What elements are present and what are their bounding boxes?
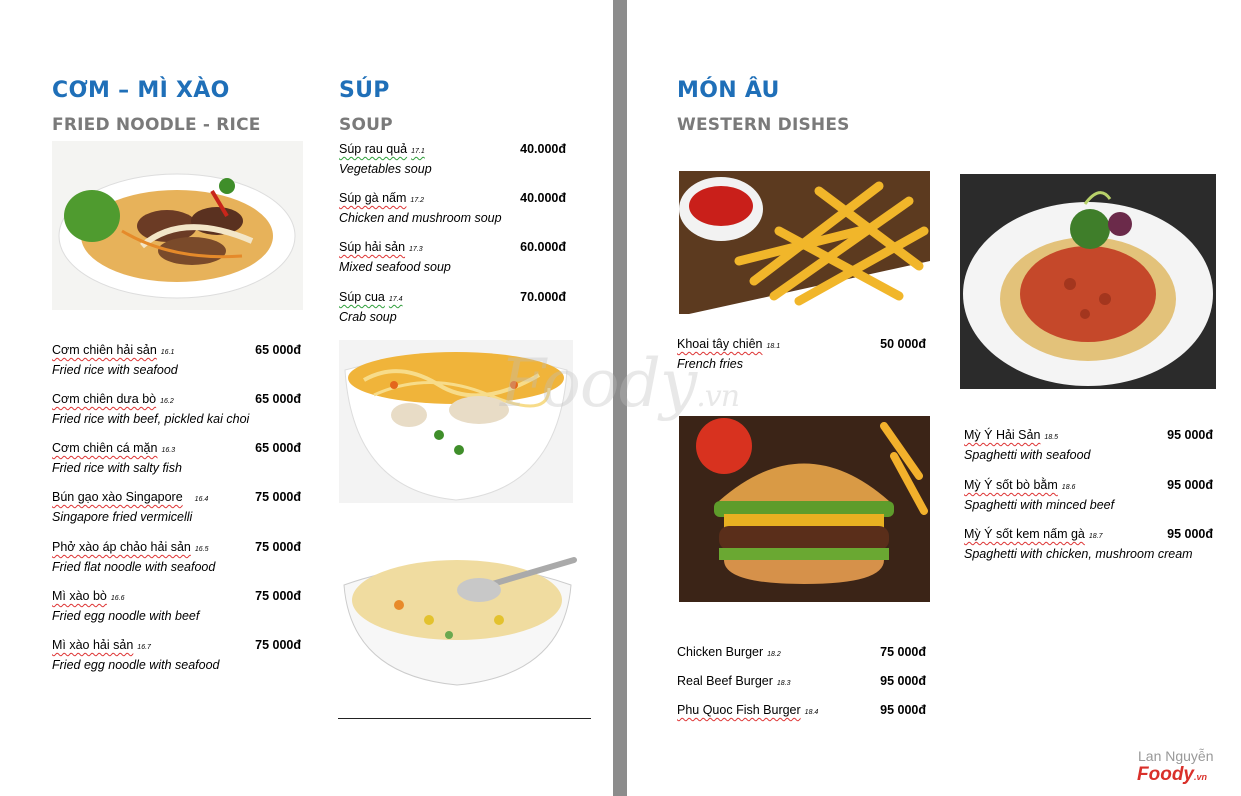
western-section-title: MÓN ÂU (677, 78, 780, 103)
item-code: 16.7 (137, 644, 151, 651)
item-name: Súp cua (339, 290, 385, 304)
watermark-suffix: .vn (696, 379, 740, 414)
item-code: 18.3 (776, 680, 791, 687)
item-price: 65 000đ (255, 343, 301, 357)
item-code: 16.5 (194, 546, 209, 553)
item-code: 16.4 (194, 496, 209, 503)
item-code: 18.6 (1061, 484, 1076, 491)
rice-section-title: CƠM – MÌ XÀO (52, 78, 230, 103)
item-english-name: French fries (677, 357, 743, 371)
logo-suffix: .vn (1194, 772, 1208, 782)
item-price: 60.000đ (520, 240, 566, 254)
item-code: 18.5 (1044, 434, 1059, 441)
soup-item-4 (339, 290, 566, 325)
foody-logo (1137, 764, 1207, 786)
rice-item-1 (52, 343, 301, 378)
item-price: 75 000đ (880, 645, 926, 659)
item-english-name: Mixed seafood soup (339, 260, 451, 274)
item-name: Cơm chiên dưa bò (52, 392, 157, 406)
item-name: Súp rau quả (339, 142, 408, 156)
item-price: 40.000đ (520, 142, 566, 156)
item-english-name: Fried rice with salty fish (52, 461, 182, 475)
item-english-name: Fried rice with beef, pickled kai choi (52, 412, 250, 426)
spaghetti-photo (960, 174, 1216, 389)
item-english-name: Spaghetti with chicken, mushroom cream (964, 547, 1193, 561)
soup-item-1 (339, 142, 566, 177)
item-name: Súp gà nấm (339, 191, 407, 205)
item-name: Cơm chiên hải sản (52, 343, 157, 357)
soup-section-title: SÚP (339, 78, 390, 103)
item-english-name: Spaghetti with seafood (964, 448, 1091, 462)
item-name: Real Beef Burger (677, 674, 773, 688)
item-code: 18.7 (1088, 533, 1103, 540)
rice-item-2 (52, 392, 301, 427)
item-name: Mỳ Ý Hải Sản (964, 428, 1041, 442)
item-code: 18.4 (804, 709, 819, 716)
item-name: Cơm chiên cá mặn (52, 441, 158, 455)
item-english-name: Vegetables soup (339, 162, 432, 176)
item-price: 75 000đ (255, 589, 301, 603)
rice-item-5 (52, 540, 301, 575)
watermark-brand: Foody (500, 345, 697, 422)
item-name: Mì xào hải sản (52, 638, 134, 652)
burger-photo (679, 416, 930, 602)
item-english-name: Crab soup (339, 310, 397, 324)
item-code: 16.1 (160, 349, 175, 356)
item-code: 18.1 (766, 343, 781, 350)
rice-item-4 (52, 490, 301, 525)
item-name: Bún gạo xào Singapore (52, 490, 183, 504)
item-english-name: Chicken and mushroom soup (339, 211, 502, 225)
item-english-name: Fried egg noodle with seafood (52, 658, 220, 672)
item-price: 95 000đ (1167, 527, 1213, 541)
soup-section-subtitle: SOUP (339, 115, 393, 135)
item-english-name: Spaghetti with minced beef (964, 498, 1115, 512)
rice-section-subtitle: FRIED NOODLE - RICE (52, 115, 261, 135)
soup-item-2 (339, 191, 566, 226)
watermark (500, 345, 739, 422)
item-price: 70.000đ (520, 290, 566, 304)
item-name: Phu Quoc Fish Burger (677, 703, 801, 717)
spaghetti-item-3 (964, 527, 1213, 562)
item-name: Mì xào bò (52, 589, 107, 603)
item-code: 17.2 (410, 197, 425, 204)
spaghetti-item-2 (964, 478, 1213, 513)
item-price: 75 000đ (255, 540, 301, 554)
item-code: 17.3 (409, 246, 423, 253)
spaghetti-item-1 (964, 428, 1213, 463)
logo-text: Foody (1137, 764, 1194, 785)
item-price: 50 000đ (880, 337, 926, 351)
item-price: 95 000đ (1167, 428, 1213, 442)
item-price: 40.000đ (520, 191, 566, 205)
item-price: 75 000đ (255, 490, 301, 504)
item-name: Khoai tây chiên (677, 337, 763, 351)
rice-item-7 (52, 638, 301, 673)
item-code: 17.1 (411, 148, 425, 155)
burger-item-1 (677, 645, 926, 661)
burger-item-2 (677, 674, 926, 690)
item-code: 18.2 (767, 651, 781, 658)
item-code: 16.3 (161, 447, 176, 454)
western-section-subtitle: WESTERN DISHES (677, 115, 850, 135)
item-code: 17.4 (388, 296, 403, 303)
item-price: 95 000đ (880, 703, 926, 717)
item-name: Phở xào áp chảo hải sản (52, 540, 191, 554)
item-english-name: Fried flat noodle with seafood (52, 560, 216, 574)
item-english-name: Singapore fried vermicelli (52, 510, 193, 524)
french-fries-photo (679, 171, 930, 314)
fried-noodle-photo (52, 141, 303, 310)
item-english-name: Fried egg noodle with beef (52, 609, 200, 623)
rice-item-6 (52, 589, 301, 624)
burger-item-3 (677, 703, 926, 719)
soup-item-3 (339, 240, 566, 275)
rice-item-3 (52, 441, 301, 476)
chicken-soup-photo (339, 545, 578, 687)
photo-credit-author: Lan Nguyễn (1138, 748, 1214, 764)
item-price: 75 000đ (255, 638, 301, 652)
item-code: 16.2 (160, 398, 174, 405)
item-code: 16.6 (110, 595, 125, 602)
item-price: 65 000đ (255, 441, 301, 455)
item-name: Mỳ Ý sốt bò bằm (964, 478, 1058, 492)
item-name: Chicken Burger (677, 645, 764, 659)
item-english-name: Fried rice with seafood (52, 363, 178, 377)
item-price: 95 000đ (880, 674, 926, 688)
item-name: Súp hải sản (339, 240, 406, 254)
item-price: 95 000đ (1167, 478, 1213, 492)
item-price: 65 000đ (255, 392, 301, 406)
section-divider (338, 718, 591, 719)
item-name: Mỳ Ý sốt kem nấm gà (964, 527, 1085, 541)
